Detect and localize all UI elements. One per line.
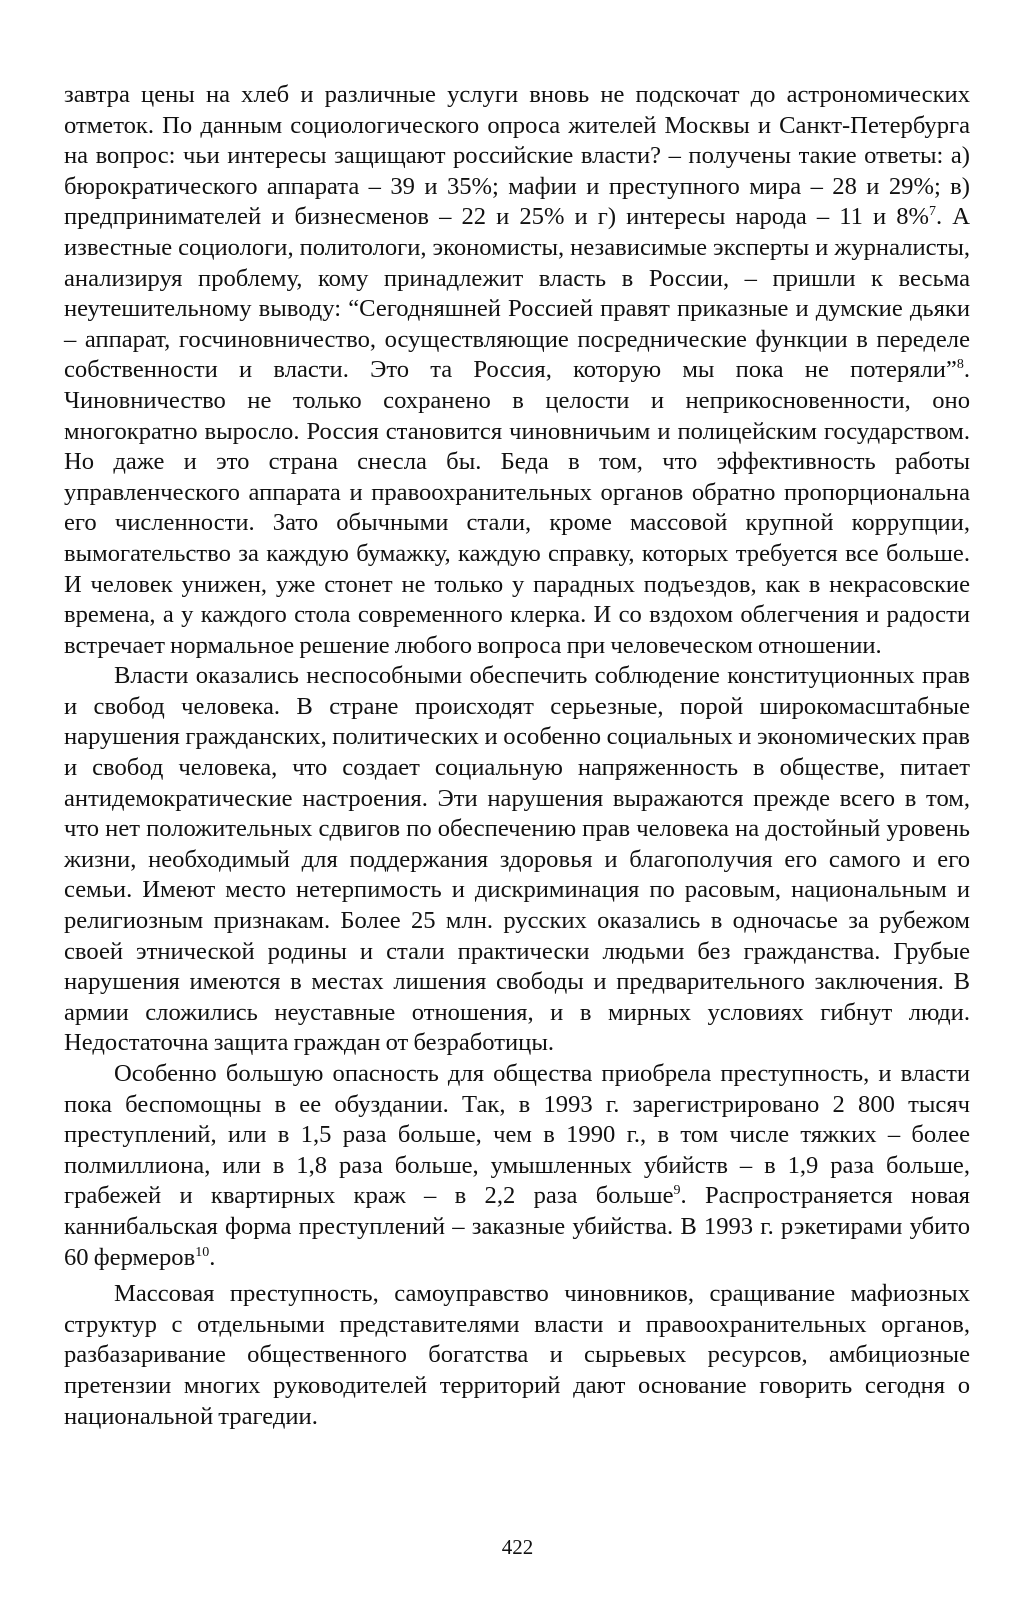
text-run: Особенно большую опасность для общества приобрела преступность, и власти пока беспомощны в ее обуздании. Так, в 1993 г. зарегистрировано 2 800 тысяч преступлений, или в 1,5 раза больше, чем в 1990 г., в том числе тяжких – более полмиллиона, или в 1,8 раза больше, умышленных убийств – в 1,9 раза больше, грабежей и квартирных краж – в 2,2 раза больше: [64, 1060, 970, 1210]
paragraph-continuation: [64, 80, 970, 661]
text-run: завтра цены на хлеб и различные услуги вновь не подскочат до астрономических отметок. По данным социологического опроса жителей Москвы и Санкт-Петербурга на вопрос: чьи интересы защищают российские власти? – получены такие ответы: а) бюрократического аппарата – 39 и 35%; мафии и преступного мира – 28 и 29%; в) предпринимателей и бизнесменов – 22 и 25% и г) интересы народа – 11 и 8%: [64, 81, 970, 231]
text-run: . Чиновничество не только сохранено в целости и неприкосновенности, оно многократно выросло. Россия становится чиновничьим и полицейским государством. Но даже и это страна снесла бы. Беда в том, что эффективность работы управленческого аппарата и правоохранительных органов обратно пропорциональна его численности. Зато обычными стали, кроме массовой крупной коррупции, вымогательство за каждую бумажку, каждую справку, которых требуется все больше. И человек унижен, уже стонет не только у парадных подъездов, как в некрасовские времена, а у каждого стола современного клерка. И со вздохом облегчения и радости встречает нормальное решение любого вопроса при человеческом отношении.: [64, 356, 970, 659]
footnote-ref-8: 8: [956, 357, 964, 373]
text-run: . А известные социологи, политологи, экономисты, независимые эксперты и журналисты, анализируя проблему, кому принадлежит власть в России, – пришли к весьма неутешительному выводу: “Сегодняшней Россией правят приказные и думские дьяки – аппарат, госчиновничество, осуществляющие посреднические функции в переделе собственности и власти. Это та Россия, которую мы пока не потеряли”: [64, 203, 970, 384]
footnote-ref-7: 7: [929, 204, 937, 220]
paragraph-national-tragedy: [64, 1279, 970, 1432]
footnote-ref-9: 9: [673, 1183, 681, 1199]
page-number: 422: [501, 1535, 534, 1559]
text-run: Власти оказались неспособными обеспечить соблюдение конституционных прав и свобод человека. В стране происходят серьезные, порой широкомасштабные нарушения гражданских, политических и особенно социальных и экономических прав и свобод человека, что создает социальную напряженность в обществе, питает антидемократические настроения. Эти нарушения выражаются прежде всего в том, что нет положительных сдвигов по обеспечению прав человека на достойный уровень жизни, необходимый для поддержания здоровья и благополучия его самого и его семьи. Имеют место нетерпимость и дискриминация по расовым, национальным и религиозным признакам. Более 25 млн. русских оказались в одночасье за рубежом своей этнической родины и стали практически людьми без гражданства. Грубые нарушения имеются в местах лишения свободы и предварительного заключения. В армии сложились неуставные отношения, и в мирных условиях гибнут люди. Недостаточна защита граждан от безработицы.: [64, 662, 970, 1057]
paragraph-crime: [64, 1059, 970, 1273]
text-run: .: [209, 1243, 216, 1271]
text-run: . Распространяется новая каннибальская форма преступлений – заказные убийства. В 1993 г. рэкетирами убито 60 фермеров: [64, 1182, 970, 1271]
text-run: Массовая преступность, самоуправство чиновников, сращивание мафиозных структур с отдельными представителями власти и правоохранительных органов, разбазаривание общественного богатства и сырьевых ресурсов, амбициозные претензии многих руководителей территорий дают основание говорить сегодня о национальной трагедии.: [64, 1280, 970, 1430]
paragraph-human-rights: [64, 661, 970, 1059]
page-body-text: [64, 80, 970, 1432]
footnote-ref-10: 10: [195, 1244, 210, 1260]
